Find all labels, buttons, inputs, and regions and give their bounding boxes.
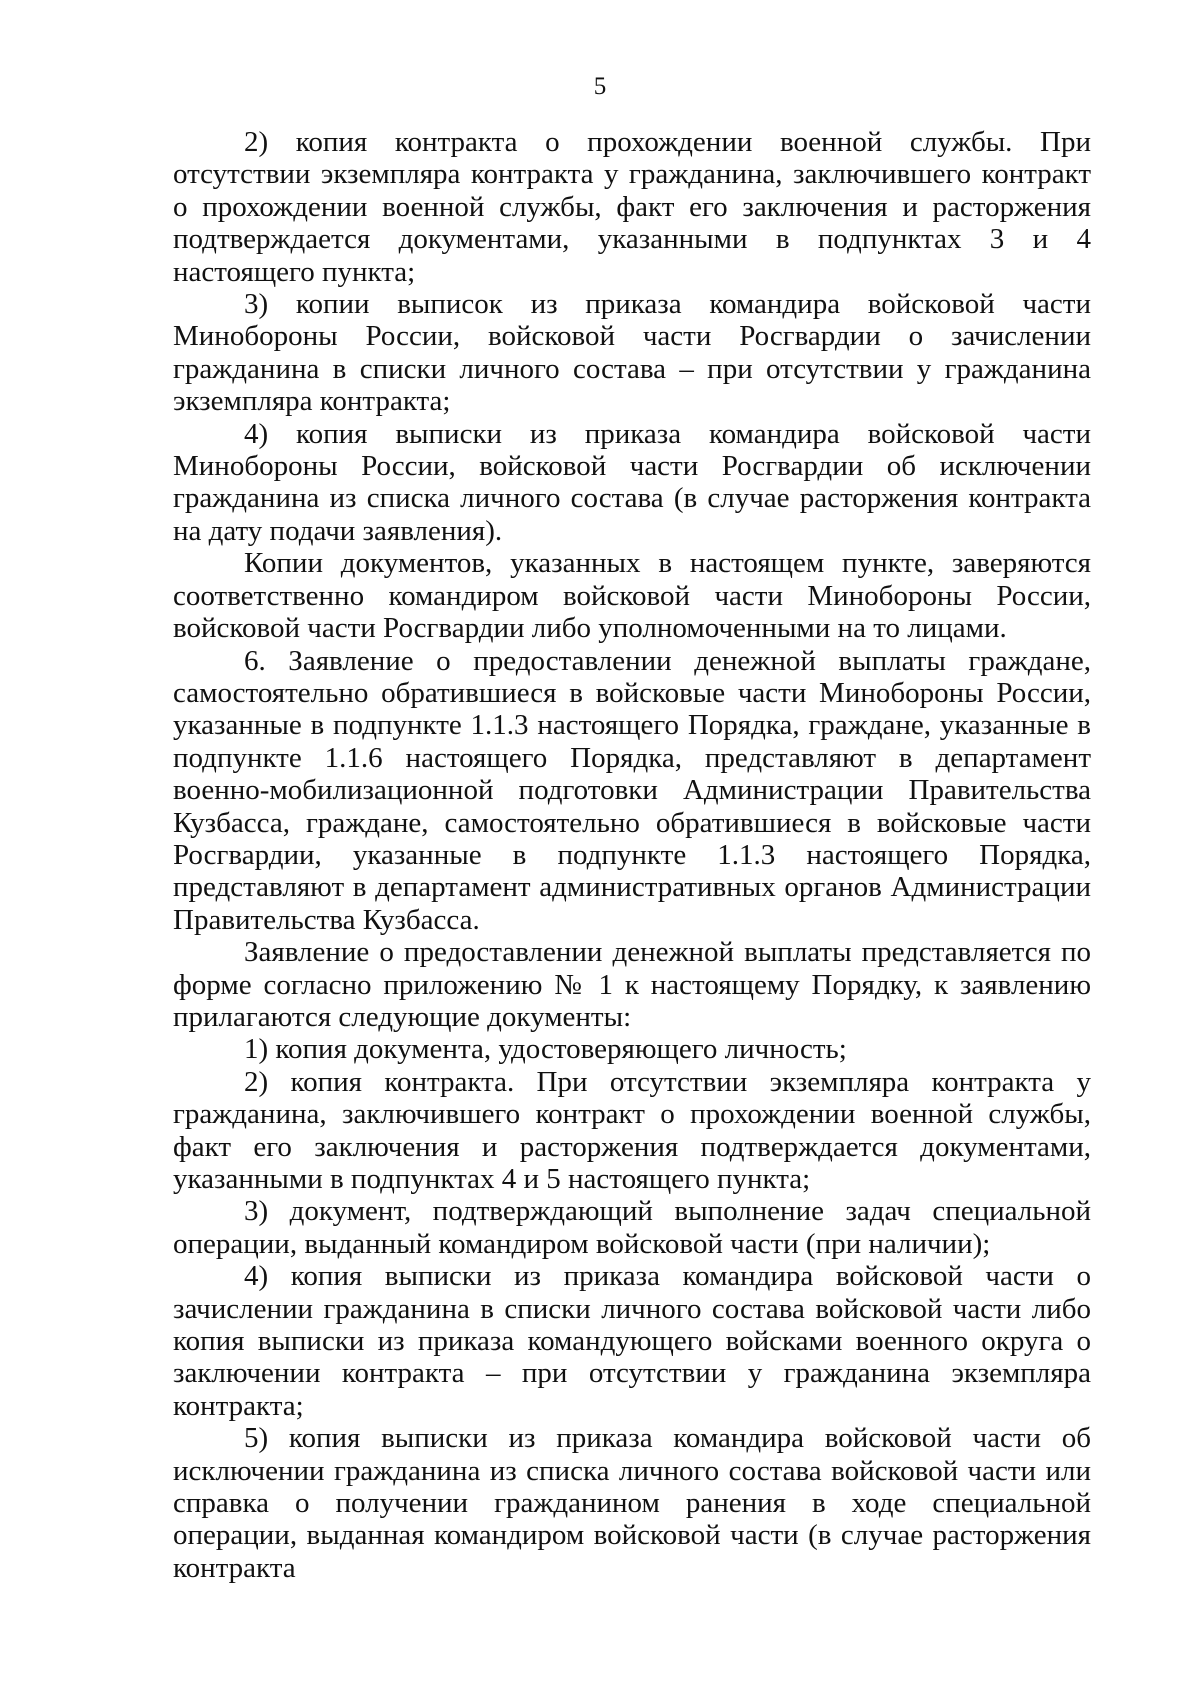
document-body <box>173 126 1091 1584</box>
paragraph-special-operation-document: 3) документ, подтверждающий выполнение задач специальной операции, выданный командиром войсковой части (при наличии); <box>173 1195 1091 1260</box>
paragraph-certification: Копии документов, указанных в настоящем пункте, заверяются соответственно командиром войсковой части Минобороны России, войсковой части Росгвардии либо уполномоченными на то лицами. <box>173 547 1091 645</box>
paragraph-exclusion-extract: 4) копия выписки из приказа командира войсковой части Минобороны России, войсковой части Росгвардии об исключении гражданина из списка личного состава (в случае расторжения контракта на дату подачи заявления). <box>173 417 1091 547</box>
paragraph-application-form: Заявление о предоставлении денежной выплаты представляется по форме согласно приложению № 1 к настоящему Порядку, к заявлению прилагаются следующие документы: <box>173 936 1091 1033</box>
paragraph-identity-document: 1) копия документа, удостоверяющего личность; <box>244 1033 847 1066</box>
paragraph-contract-copy: 2) копия контракта о прохождении военной службы. При отсутствии экземпляра контракта у гражданина, заключившего контракт о прохождении военной службы, факт его заключения и расторжения подтверждается документами, указанными в подпунктах 3 и 4 настоящего пункта; <box>173 126 1091 288</box>
page-number: 5 <box>593 73 607 100</box>
paragraph-contract-copy-2: 2) копия контракта. При отсутствии экземпляра контракта у гражданина, заключившего контракт о прохождении военной службы, факт его заключения и расторжения подтверждается документами, указанными в подпунктах 4 и 5 настоящего пункта; <box>173 1065 1091 1195</box>
paragraph-enrollment-extract-2: 4) копия выписки из приказа командира войсковой части о зачислении гражданина в списки личного состава войсковой части либо копия выписки из приказа командующего войсками военного округа о заключении контракта – при отсутствии у гражданина экземпляра контракта; <box>173 1260 1091 1422</box>
paragraph-item-6: 6. Заявление о предоставлении денежной выплаты граждане, самостоятельно обратившиеся в войсковые части Минобороны России, указанные в подпункте 1.1.3 настоящего Порядка, граждане, указанные в подпункте 1.1.6 настоящего Порядка, представляют в департамент военно-мобилизационной подготовки Администрации Правительства Кузбасса, граждане, самостоятельно обратившиеся в войсковые части Росгвардии, указанные в подпункте 1.1.3 настоящего Порядка, представляют в департамент административных органов Администрации Правительства Кузбасса. <box>173 644 1091 936</box>
paragraph-exclusion-extract-2: 5) копия выписки из приказа командира войсковой части об исключении гражданина из списка личного состава войсковой части или справка о получении гражданином ранения в ходе специальной операции, выданная командиром войсковой части (в случае расторжения контракта <box>173 1422 1091 1584</box>
paragraph-enrollment-extracts: 3) копии выписок из приказа командира войсковой части Минобороны России, войсковой части Росгвардии о зачислении гражданина в списки личного состава – при отсутствии у гражданина экземпляра контракта; <box>173 288 1091 418</box>
